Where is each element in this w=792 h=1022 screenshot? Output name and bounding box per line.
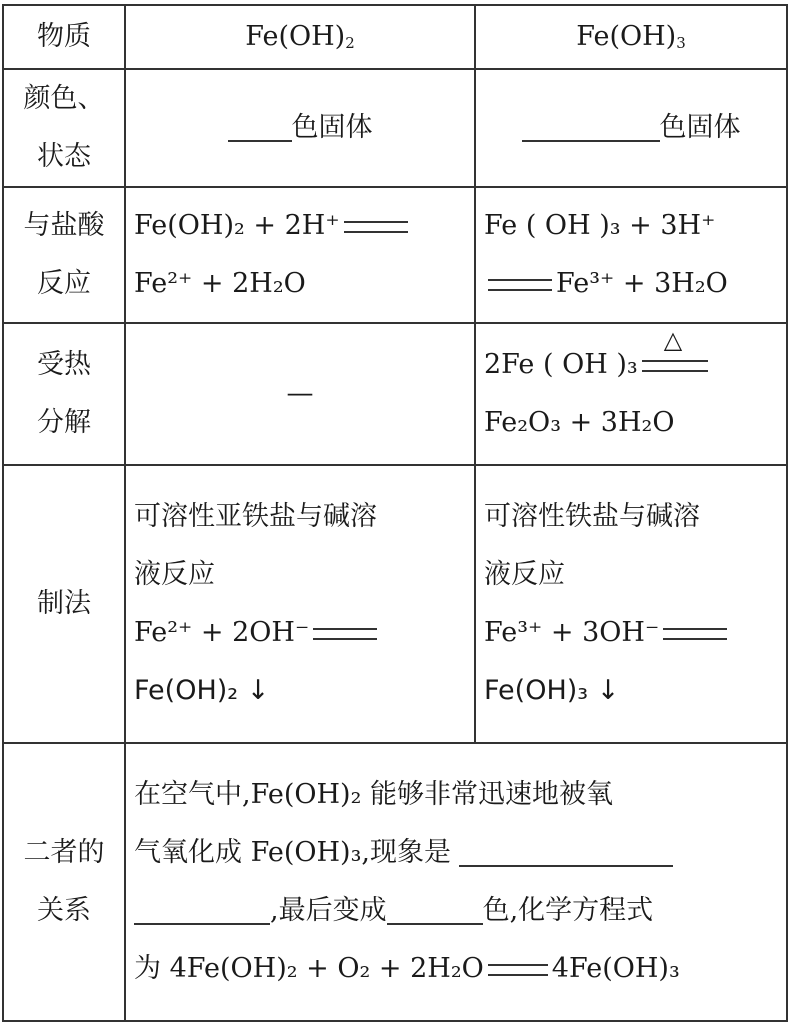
hcl-fe-oh-2: [125, 187, 475, 323]
heat-fe-oh-2: [125, 323, 475, 465]
equals-sign: [488, 279, 552, 291]
hcl-eq1-reactants: Fe(OH)₂ + 2H⁺: [134, 210, 340, 241]
equals-sign-heating: [642, 325, 708, 372]
row-color-state: [3, 69, 787, 187]
equals-sign: [663, 628, 727, 640]
prep-eq1-reactants: Fe²⁺ + 2OH⁻: [134, 617, 310, 648]
relation-line-2: 气氧化成 Fe(OH)₃,现象是: [134, 837, 451, 868]
no-reaction-dash: —: [286, 378, 314, 409]
prep-text-2: 液反应: [134, 559, 215, 590]
phenomenon-blank[interactable]: [459, 835, 673, 867]
hcl-eq1-products: Fe²⁺ + 2H₂O: [134, 268, 306, 299]
hcl-eq2-products: Fe³⁺ + 3H₂O: [556, 268, 728, 299]
row-label-hcl: 与盐酸 反应: [3, 187, 125, 323]
row-preparation: [3, 465, 787, 743]
prep-fe-oh-2: [125, 465, 475, 743]
row-heat-decomposition: [3, 323, 787, 465]
row-label-prep: 制法: [3, 465, 125, 743]
header-label: 物质: [3, 5, 125, 69]
header-row: [3, 5, 787, 69]
relation-line-1: 在空气中,Fe(OH)₂ 能够非常迅速地被氧: [134, 779, 613, 810]
relation-eq-product: 4Fe(OH)₃: [551, 953, 680, 984]
prep-eq1-product: Fe(OH)₂ ↓: [134, 675, 270, 706]
equals-sign: [488, 964, 548, 976]
heat-fe-oh-3: [475, 323, 787, 465]
prep-text-4: 液反应: [484, 559, 565, 590]
heat-products: Fe₂O₃ + 3H₂O: [484, 407, 675, 438]
equals-sign: [344, 221, 408, 233]
relation-eq-reactants: 为 4Fe(OH)₂ + O₂ + 2H₂O: [134, 953, 484, 984]
equals-sign: [313, 628, 377, 640]
hcl-fe-oh-3: [475, 187, 787, 323]
heat-reactant: 2Fe ( OH )₃: [484, 349, 638, 380]
row-label-heat: 受热 分解: [3, 323, 125, 465]
prep-text-1: 可溶性亚铁盐与碱溶: [134, 501, 377, 532]
prep-fe-oh-3: [475, 465, 787, 743]
color-fe-oh-2: 色固体: [125, 69, 475, 187]
relation-text: [125, 743, 787, 1021]
relation-line-3a: ,最后变成: [270, 895, 387, 926]
color-fe-oh-3: 色固体: [475, 69, 787, 187]
row-relationship: [3, 743, 787, 1021]
row-hcl-reaction: [3, 187, 787, 323]
header-fe-oh-2: $Fe(OH)_2$: [125, 5, 475, 69]
row-label-color-state: 颜色、 状态: [3, 69, 125, 187]
hcl-eq2-reactants: Fe ( OH )₃ + 3H⁺: [484, 210, 716, 241]
relation-line-3b: 色,化学方程式: [482, 895, 654, 926]
comparison-table: [2, 4, 788, 1022]
row-label-relation: 二者的 关系: [3, 743, 125, 1021]
color-blank-1[interactable]: [228, 110, 292, 142]
delta-heat-icon: △: [663, 325, 683, 354]
color-blank-2[interactable]: [522, 110, 660, 142]
prep-text-3: 可溶性铁盐与碱溶: [484, 501, 700, 532]
header-fe-oh-3: $Fe(OH)_3$: [475, 5, 787, 69]
final-color-blank[interactable]: [387, 893, 483, 925]
phenomenon-blank-cont[interactable]: [134, 893, 270, 925]
prep-eq2-reactants: Fe³⁺ + 3OH⁻: [484, 617, 660, 648]
prep-eq2-product: Fe(OH)₃ ↓: [484, 675, 620, 706]
